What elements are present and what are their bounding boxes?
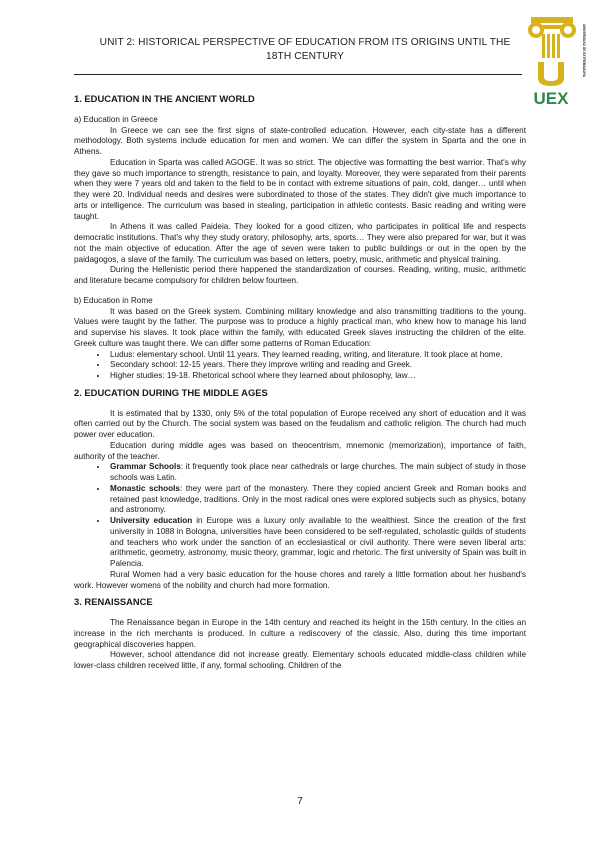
definition: : they were part of the monastery. There they copied ancient Greek and Roman books and retained past knowledge, traditions. Only in the most radical ones were explored subjects such as physics, botany and astronomy. <box>110 483 526 515</box>
paragraph: In Athens it was called Paideia. They looked for a good citizen, who participates in political life and respects democratic institutions. That's why they study oratory, philosophy, arts, sports… They were also prepared for war, but it was not the main objective of education. After the age of seven were taken to public buildings or out in the open by the paidagogos, a slave of the family. The curriculum was based on letters, poetry, music, arithmetic and physical training. <box>74 222 526 264</box>
list-item: • Higher studies: 19-18. Rhetorical school where they learned about philosophy, law… <box>108 371 526 382</box>
document-body <box>74 88 526 672</box>
paragraph: Rural Women had a very basic education for the house chores and rarely a little formation about her husband's work. However womens of the nobility and church had more formation. <box>74 569 526 590</box>
section-heading-3: 3. RENAISSANCE <box>74 596 153 608</box>
list-item: • Secondary school: 12-15 years. There they improve writing and reading and Greek. <box>108 360 526 371</box>
page-number: 7 <box>297 796 303 807</box>
medieval-schools-list <box>74 462 526 570</box>
header-title: UNIT 2: HISTORICAL PERSPECTIVE OF EDUCATION FROM ITS ORIGINS UNTIL THE 18TH CENTURY <box>99 37 511 62</box>
subsection-title-greece: a) Education in Greece <box>74 114 158 124</box>
section-heading-1: 1. EDUCATION IN THE ANCIENT WORLD <box>74 93 255 104</box>
list-item <box>108 516 526 570</box>
paragraph: Education during middle ages was based on theocentrism, mnemonic (memorization), importance of faith, authority of the teacher. <box>74 440 526 461</box>
subsection-title-rome: b) Education in Rome <box>74 295 153 305</box>
paragraph: It is estimated that by 1330, only 5% of the total population of Europe received any short of education and it was often carried out by the Church. The social system was based on the feudalism and catholic religion. The church had much power over education. <box>74 408 526 439</box>
list-item <box>108 462 526 484</box>
definition: : it frequently took place near cathedrals or large churches. The main subject of study in those schools was Latin. <box>110 462 526 482</box>
roman-education-list <box>74 350 526 382</box>
term: Monastic schools <box>110 483 180 493</box>
header-rule <box>74 74 522 75</box>
list-item <box>108 484 526 516</box>
paragraph: During the Hellenistic period there happened the standardization of courses. Reading, writing, music, arithmetic and literature became compulsory for children below fourteen. <box>74 265 526 285</box>
term: Grammar Schools <box>110 462 181 472</box>
paragraph: In Greece we can see the first signs of state-controlled education. However, each city-state has a different methodology. Both systems include education for men and women. We can differ the system in Sparta and the one in Athens. <box>74 125 526 156</box>
logo-vertical-text <box>577 22 587 98</box>
paragraph: It was based on the Greek system. Combining military knowledge and also transmitting traditions to the young. Values were taught by the father. The purpose was to produce a highly practical man, who knew how to manage his land and supervise his slaves. It took place within the family, with educated Greek slaves instructing the children of the elite. Greek culture was taught there. We can differ some patterns of Roman Education: <box>74 306 526 348</box>
section-heading-2: 2. EDUCATION DURING THE MIDDLE AGES <box>74 386 268 398</box>
svg-text:UNIVERSIDAD DE EXTREMADURA: UNIVERSIDAD DE EXTREMADURA <box>582 24 586 77</box>
list-item: • Ludus: elementary school. Until 11 years. They learned reading, writing, and literature. It took place at home. <box>108 350 526 361</box>
paragraph: The Renaissance began in Europe in the 14th century and reached its height in the 15th century. In the cities an increase in the rich merchants is produced. In culture a rediscovery of the classic. Also, during this time important geographical discoveries happen. <box>74 618 526 649</box>
paragraph: Education in Sparta was called AGOGE. It was so strict. The objective was formatting the best warrior. That's why they gave so much importance to strength, resistance to pain, and loyalty. Moreover, they were separated from their parents when they were 7 years old and taken to the field to be in contact with extreme situations of pain, cold, danger… until when they were 20. Individual needs and desires were subordinated to those of the states. They didn't give much importance to arts or intelligence. The curriculum was based in stealing, participation in athletic contests. Basic reading and writing were taught. <box>74 157 526 221</box>
uex-logo <box>528 14 584 106</box>
paragraph: However, school attendance did not increase greatly. Elementary schools educated middle-class children while lower-class children received little, if any, formal schooling. Children of the <box>74 650 526 670</box>
term: University education <box>110 516 193 525</box>
logo-text: UEX <box>533 89 569 106</box>
definition: in Europe was a luxury only available to the wealthiest. Since the creation of the first university in 1088 in Bologna, universities have been considered to be self-regulated, scholastic guilds of students and teachers who work under the sanction of an ecclesiastical or civil authority. There were seven liberal arts: arithmetic, geometry, astronomy, music theory, grammar, logic and rhetoric. The first university of Spain was built in Palencia. <box>110 516 526 568</box>
